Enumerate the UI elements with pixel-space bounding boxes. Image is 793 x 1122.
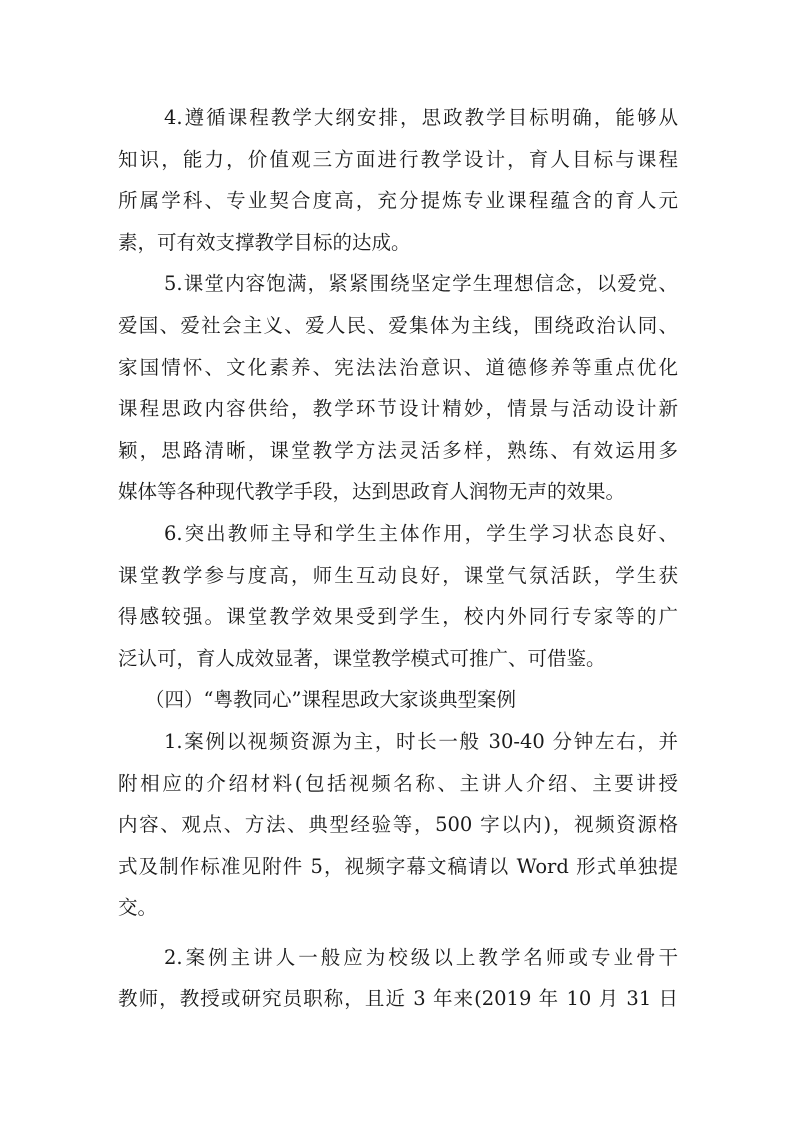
p5-line-5: 颖，思路清晰，课堂教学方法灵活多样，熟练、有效运用多 xyxy=(118,438,678,462)
p4-line-1: 4.遵循课程教学大纲安排，思政教学目标明确，能够从 xyxy=(164,106,678,129)
p5-line-6: 媒体等各种现代教学手段，达到思政育人润物无声的效果。 xyxy=(118,480,626,504)
p6-line-1: 6.突出教师主导和学生主体作用，学生学习状态良好、 xyxy=(164,521,678,545)
c1-line-2: 附相应的介绍材料(包括视频名称、主讲人介绍、主要讲授 xyxy=(118,771,678,795)
c1-line-5: 交。 xyxy=(118,896,158,920)
c2-line-2: 教师，教授或研究员职称，且近 3 年来(2019 年 10 月 31 日 xyxy=(118,987,678,1011)
c2-line-1: 2.案例主讲人一般应为校级以上教学名师或专业骨干 xyxy=(164,945,678,969)
p5-line-1: 5.课堂内容饱满，紧紧围绕坚定学生理想信念，以爱党、 xyxy=(164,272,678,296)
p4-line-2: 知识，能力，价值观三方面进行教学设计，育人目标与课程 xyxy=(118,147,678,171)
c1-line-3: 内容、观点、方法、典型经验等，500 字以内)，视频资源格 xyxy=(118,813,678,837)
p6-line-3: 得感较强。课堂教学效果受到学生，校内外同行专家等的广 xyxy=(118,605,678,629)
p4-line-4: 素，可有效支撑教学目标的达成。 xyxy=(118,230,411,254)
section-heading-4: （四）“粤教同心”课程思政大家谈典型案例 xyxy=(145,688,516,712)
p6-line-2: 课堂教学参与度高，师生互动良好，课堂气氛活跃，学生获 xyxy=(118,563,678,587)
p5-line-2: 爱国、爱社会主义、爱人民、爱集体为主线，围绕政治认同、 xyxy=(118,313,678,337)
p5-line-3: 家国情怀、文化素养、宪法法治意识、道德修养等重点优化 xyxy=(118,355,678,379)
c1-line-1: 1.案例以视频资源为主，时长一般 30-40 分钟左右，并 xyxy=(164,729,678,753)
p4-line-3: 所属学科、专业契合度高，充分提炼专业课程蕴含的育人元 xyxy=(118,189,678,213)
c1-line-4: 式及制作标准见附件 5，视频字幕文稿请以 Word 形式单独提 xyxy=(118,854,678,878)
p6-line-4: 泛认可，育人成效显著，课堂教学模式可推广、可借鉴。 xyxy=(118,646,606,670)
document-body xyxy=(118,97,678,1020)
p5-line-4: 课程思政内容供给，教学环节设计精妙，情景与活动设计新 xyxy=(118,397,678,421)
paragraph-gap xyxy=(118,929,678,937)
